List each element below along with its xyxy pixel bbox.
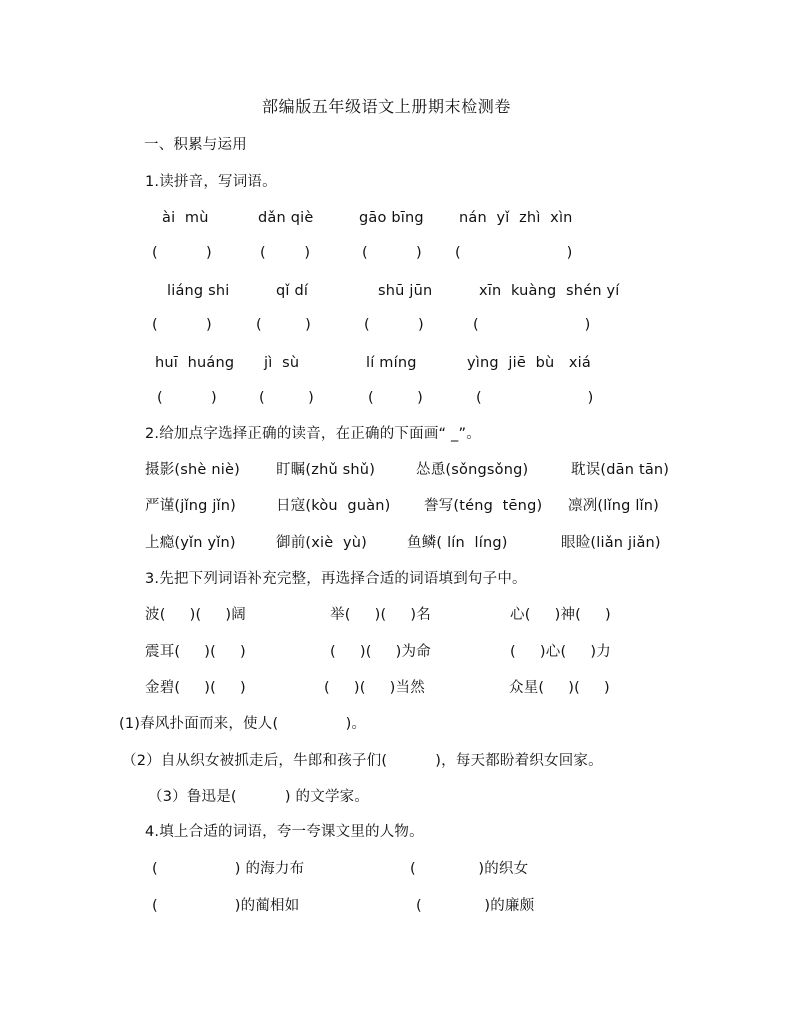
- answer-blank[interactable]: ( ): [152, 317, 212, 333]
- q4-prompt: 4.填上合适的词语，夸一夸课文里的人物。: [145, 824, 424, 840]
- answer-blank[interactable]: ( ): [256, 317, 311, 333]
- answer-blank[interactable]: ( ): [476, 390, 594, 406]
- q3-prompt: 3.先把下列词语补充完整，再选择合适的词语填到句子中。: [145, 571, 527, 587]
- q1-pinyin: lí míng: [366, 355, 417, 371]
- answer-blank[interactable]: ( ): [152, 245, 212, 261]
- q1-pinyin: liáng shi: [167, 283, 230, 299]
- q3-sentence: (1)春风扑面而来，使人( )。: [119, 716, 367, 732]
- q2-item: 凛冽(lǐng lǐn): [568, 498, 660, 514]
- q3-item: 金碧( )( ): [145, 680, 246, 696]
- q2-item: 耽误(dān tān): [571, 462, 670, 478]
- q3-item: 心( )神( ): [510, 607, 611, 623]
- q2-prompt: 2.给加点字选择正确的读音，在正确的下面画“ _”。: [145, 426, 481, 442]
- page-title: 部编版五年级语文上册期末检测卷: [262, 97, 512, 116]
- q1-pinyin: yìng jiē bù xiá: [467, 355, 591, 371]
- q1-pinyin: jì sù: [264, 355, 300, 371]
- answer-blank[interactable]: ( ): [362, 245, 422, 261]
- q2-item: 御前(xiè yù): [276, 535, 368, 551]
- q1-pinyin: huī huáng: [155, 355, 235, 371]
- q1-pinyin: shū jūn: [378, 283, 433, 299]
- q2-item: 怂恿(sǒngsǒng): [416, 462, 529, 478]
- q1-prompt: 1.读拼音，写词语。: [145, 174, 277, 190]
- q1-pinyin: xīn kuàng shén yí: [479, 283, 620, 299]
- q4-item: ( ) 的海力布: [152, 861, 305, 877]
- q3-sentence: （2）自从织女被抓走后，牛郎和孩子们( )，每天都盼着织女回家。: [122, 753, 603, 769]
- q4-item: ( )的蔺相如: [152, 898, 300, 914]
- answer-blank[interactable]: ( ): [364, 317, 424, 333]
- q1-pinyin: ài mù: [162, 210, 209, 226]
- section-heading: 一、积累与运用: [144, 137, 247, 153]
- q4-item: ( )的织女: [410, 861, 529, 877]
- answer-blank[interactable]: ( ): [455, 245, 573, 261]
- q2-item: 誊写(téng tēng): [424, 498, 543, 514]
- q2-item: 摄影(shè niè): [145, 462, 240, 478]
- q2-item: 鱼鳞( lín líng): [407, 535, 508, 551]
- q2-item: 盯瞩(zhǔ shǔ): [276, 462, 376, 478]
- q1-pinyin: qǐ dí: [276, 283, 309, 299]
- q3-item: 震耳( )( ): [145, 644, 246, 660]
- q3-item: ( )( )为命: [330, 644, 431, 660]
- q3-item: 举( )( )名: [330, 607, 431, 623]
- q1-pinyin: dǎn qiè: [258, 210, 314, 226]
- q3-sentence: （3）鲁迅是( ) 的文学家。: [148, 789, 370, 805]
- q3-item: 波( )( )阔: [145, 607, 246, 623]
- q1-pinyin: gāo bīng: [359, 210, 424, 226]
- q3-item: 众星( )( ): [509, 680, 610, 696]
- q4-item: ( )的廉颇: [416, 898, 535, 914]
- q3-item: ( )心( )力: [510, 644, 611, 660]
- answer-blank[interactable]: ( ): [368, 390, 423, 406]
- answer-blank[interactable]: ( ): [259, 390, 314, 406]
- q2-item: 上瘾(yǐn yǐn): [145, 535, 236, 551]
- q2-item: 严谨(jǐng jǐn): [145, 498, 237, 514]
- q1-pinyin: nán yǐ zhì xìn: [459, 210, 573, 226]
- q2-item: 日寇(kòu guàn): [276, 498, 391, 514]
- answer-blank[interactable]: ( ): [473, 317, 591, 333]
- q2-item: 眼睑(liǎn jiǎn): [561, 535, 661, 551]
- answer-blank[interactable]: ( ): [157, 390, 217, 406]
- answer-blank[interactable]: ( ): [260, 245, 311, 261]
- q3-item: ( )( )当然: [324, 680, 425, 696]
